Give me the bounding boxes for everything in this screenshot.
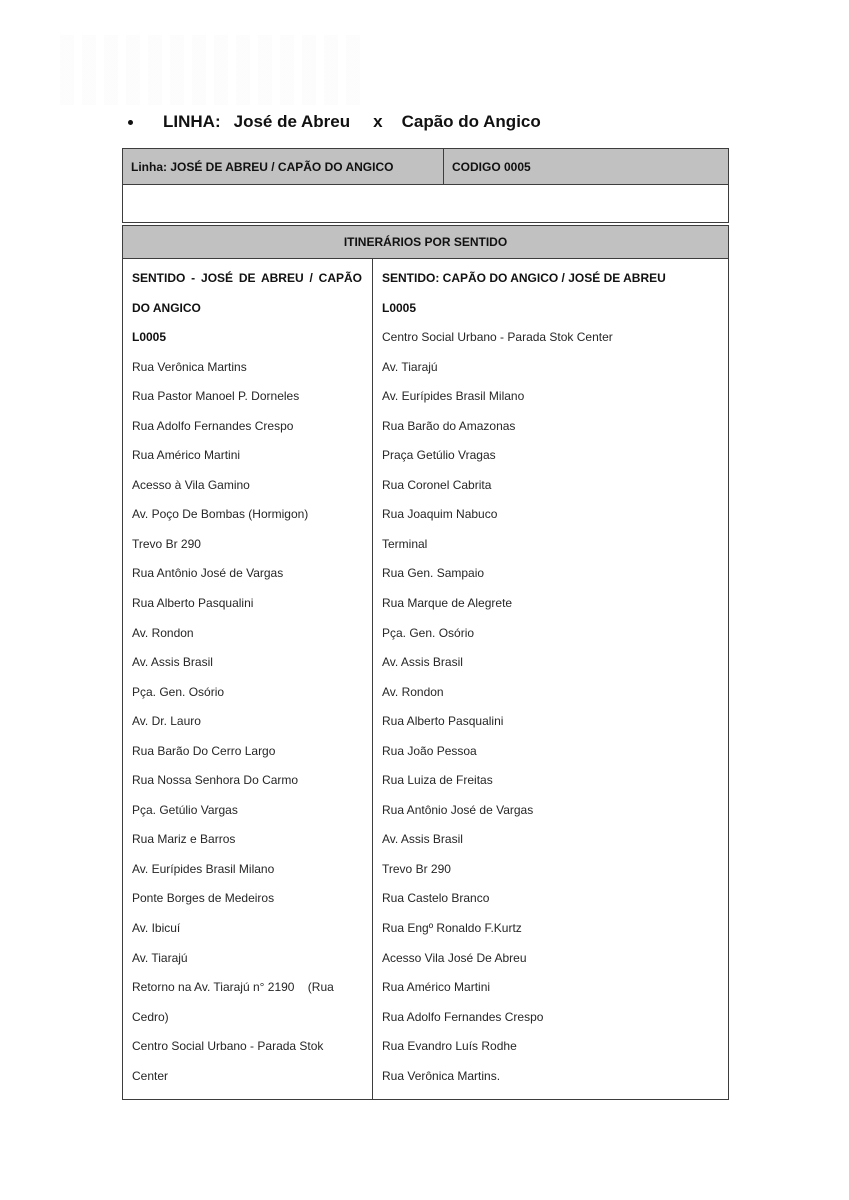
itinerary-table [122, 148, 729, 1100]
stop-item: Rua Adolfo Fernandes Crespo [382, 1009, 544, 1024]
stop-item: Rua Américo Martini [382, 980, 491, 995]
stop-item: Rua Antônio José de Vargas [132, 566, 284, 581]
stop-item: Acesso Vila José De Abreu [382, 950, 527, 965]
stop-item: Praça Getúlio Vragas [382, 448, 496, 463]
stop-item: Centro Social Urbano - Parada Stok Center [132, 1039, 327, 1083]
stop-item: Rua Barão do Amazonas [382, 418, 516, 433]
stop-item: Rua Gen. Sampaio [382, 566, 485, 581]
stop-item: Acesso à Vila Gamino [132, 477, 250, 492]
empty-row [122, 185, 729, 223]
stop-item: Pça. Gen. Osório [382, 625, 475, 640]
section-header-row: ITINERÁRIOS POR SENTIDO [122, 225, 729, 259]
stop-item: Av. Dr. Lauro [132, 714, 201, 729]
itineraries-row [122, 259, 729, 1100]
inbound-line-code: L0005 [382, 300, 417, 315]
stop-item: Rua Alberto Pasqualini [132, 596, 254, 611]
stop-item: Trevo Br 290 [382, 861, 451, 876]
stop-item: Rua Joaquim Nabuco [382, 507, 498, 522]
stop-item: Av. Assis Brasil [132, 655, 213, 670]
stop-item: Retorno na Av. Tiarajú n° 2190 (Rua Cedro) [132, 980, 338, 1024]
stop-item: Pça. Getúlio Vargas [132, 802, 238, 817]
stop-item: Rua Alberto Pasqualini [382, 714, 504, 729]
stop-item: Av. Eurípides Brasil Milano [382, 389, 525, 404]
stop-item: Rua Verônica Martins. [382, 1068, 501, 1083]
stop-item: Rua Evandro Luís Rodhe [382, 1039, 517, 1054]
stop-item: Rua Castelo Branco [382, 891, 490, 906]
stop-item: Rua Mariz e Barros [132, 832, 236, 847]
stop-item: Centro Social Urbano - Parada Stok Center [382, 330, 613, 345]
line-code-cell: CODIGO 0005 [452, 159, 531, 174]
stop-item: Av. Assis Brasil [382, 832, 463, 847]
stop-item: Rua Luiza de Freitas [382, 773, 493, 788]
stop-item: Ponte Borges de Medeiros [132, 891, 275, 906]
stop-item: Pça. Gen. Osório [132, 684, 225, 699]
stop-item: Av. Eurípides Brasil Milano [132, 861, 275, 876]
stop-item: Rua Adolfo Fernandes Crespo [132, 418, 294, 433]
stop-item: Rua Coronel Cabrita [382, 477, 492, 492]
stop-item: Av. Poço De Bombas (Hormigon) [132, 507, 309, 522]
stop-item: Rua João Pessoa [382, 743, 477, 758]
stop-item: Rua Barão Do Cerro Largo [132, 743, 276, 758]
title-label: LINHA: [163, 112, 221, 131]
stop-item: Av. Rondon [382, 684, 444, 699]
bullet-icon [128, 120, 133, 125]
stop-item: Trevo Br 290 [132, 536, 201, 551]
inbound-column [373, 259, 728, 1099]
stop-item: Av. Assis Brasil [382, 655, 463, 670]
outbound-heading: SENTIDO - JOSÉ DE ABREU / CAPÃO DO ANGICO [132, 271, 362, 315]
stop-item: Av. Tiarajú [132, 950, 188, 965]
page-title [128, 112, 541, 132]
inbound-heading: SENTIDO: CAPÃO DO ANGICO / JOSÉ DE ABREU [382, 271, 666, 285]
outbound-stop-list [132, 353, 362, 1092]
table-header-row [122, 148, 729, 185]
title-origin: José de Abreu [233, 112, 351, 131]
stop-item: Terminal [382, 536, 428, 551]
stop-item: Rua Marque de Alegrete [382, 596, 513, 611]
stop-item: Av. Ibicuí [132, 921, 181, 936]
stop-item: Rua Engº Ronaldo F.Kurtz [382, 921, 522, 936]
scan-artifact [60, 35, 360, 105]
title-separator: x [373, 112, 383, 131]
inbound-stop-list [382, 323, 718, 1091]
stop-item: Rua Nossa Senhora Do Carmo [132, 773, 299, 788]
stop-item: Av. Rondon [132, 625, 194, 640]
stop-item: Rua Antônio José de Vargas [382, 802, 534, 817]
outbound-column [123, 259, 373, 1099]
stop-item: Rua Américo Martini [132, 448, 241, 463]
outbound-line-code: L0005 [132, 330, 167, 345]
title-destination: Capão do Angico [401, 112, 541, 131]
stop-item: Rua Verônica Martins [132, 359, 247, 374]
stop-item: Rua Pastor Manoel P. Dorneles [132, 389, 300, 404]
stop-item: Av. Tiarajú [382, 359, 438, 374]
line-name-cell: Linha: JOSÉ DE ABREU / CAPÃO DO ANGICO [123, 149, 444, 184]
